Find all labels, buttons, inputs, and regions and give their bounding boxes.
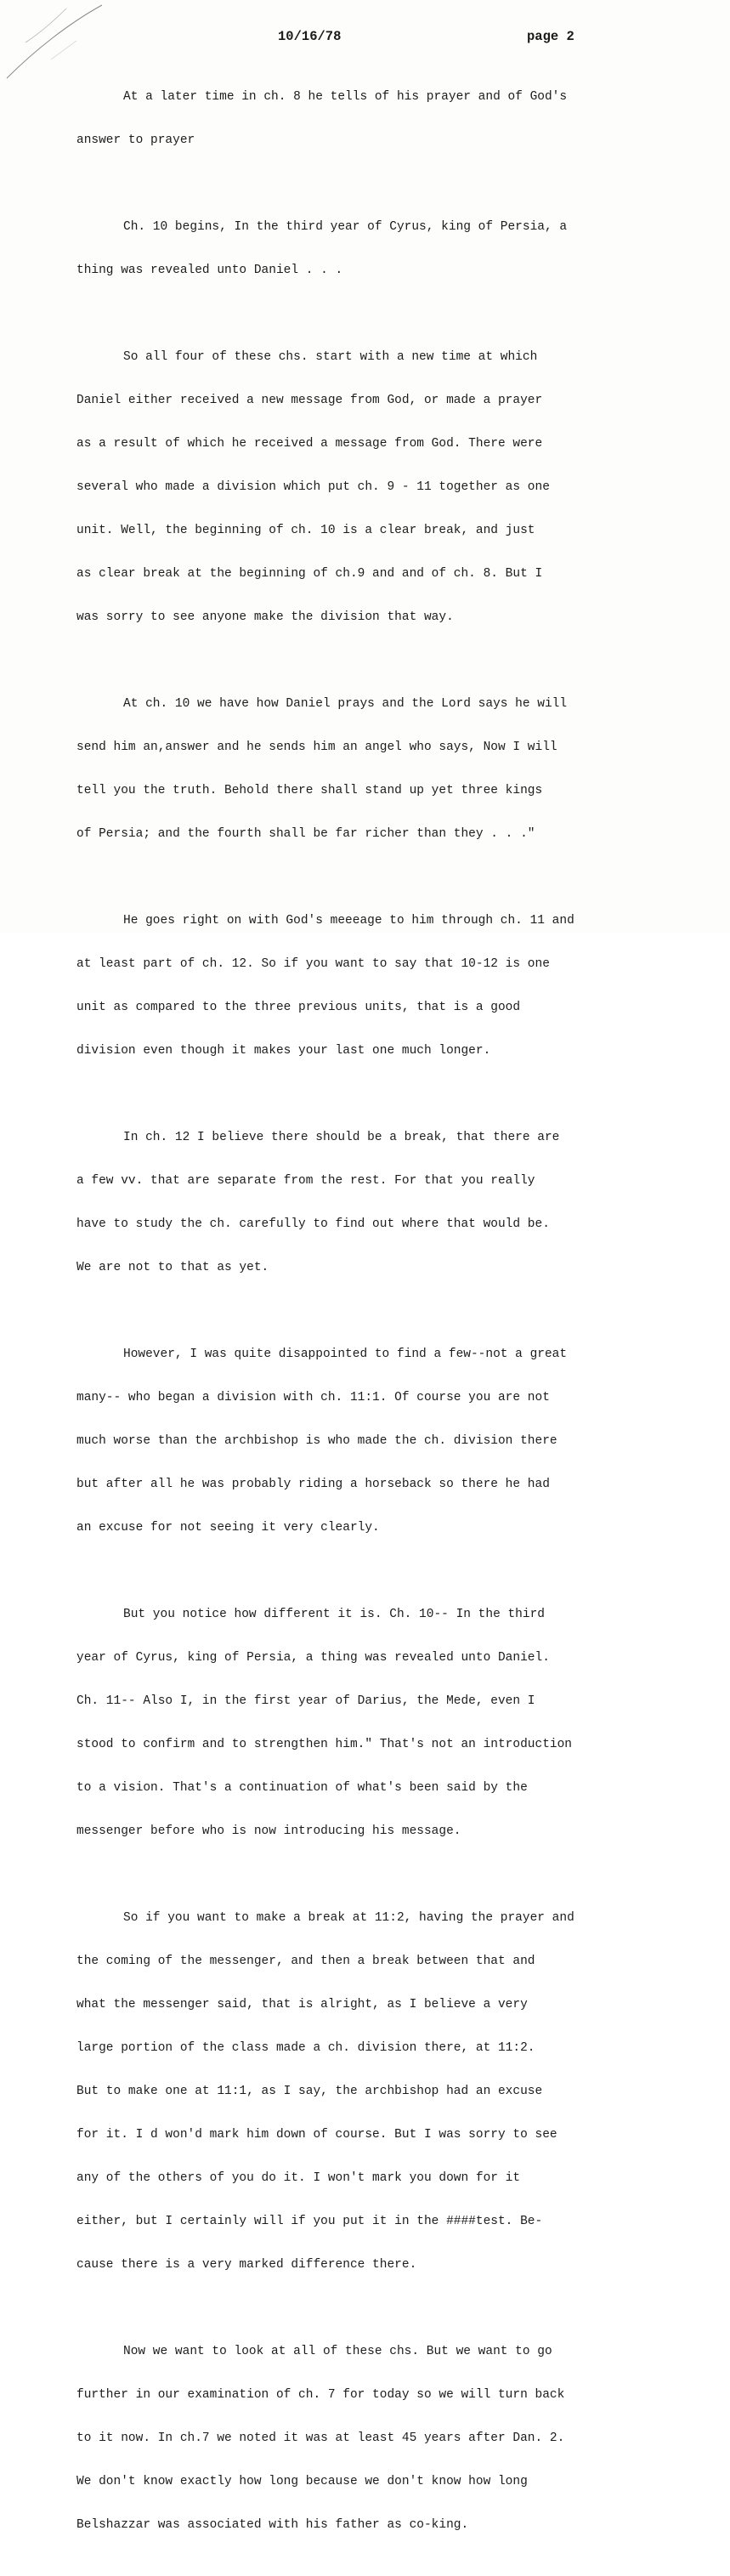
paragraph [76, 1882, 671, 2301]
text-line: further in our examination of ch. 7 for today so we will turn back [76, 2388, 565, 2402]
paragraph [76, 668, 671, 871]
text-line: of Persia; and the fourth shall be far richer than they . . ." [76, 827, 535, 841]
text-line: answer to prayer [76, 133, 195, 147]
text-line: We don't know exactly how long because we don't know how long [76, 2475, 528, 2488]
text-line: cause there is a very marked difference there. [76, 2258, 417, 2272]
text-line: messenger before who is now introducing his message. [76, 1824, 461, 1838]
text-line: to it now. In ch.7 we noted it was at least 45 years after Dan. 2. [76, 2431, 565, 2445]
text-line: large portion of the class made a ch. division there, at 11:2. [76, 2041, 535, 2055]
text-line: send him an,answer and he sends him an angel who says, Now I will [76, 740, 557, 754]
text-line: division even though it makes your last one much longer. [76, 1044, 491, 1058]
text-line: several who made a division which put ch. 9 - 11 together as one [76, 480, 550, 494]
text-line: what the messenger said, that is alright, as I believe a very [76, 1998, 528, 2011]
text-line: So all four of these chs. start with a new time at which [123, 350, 538, 364]
text-line: at least part of ch. 12. So if you want to say that 10-12 is one [76, 957, 550, 971]
text-line: We are not to that as yet. [76, 1261, 269, 1274]
text-line: the coming of the messenger, and then a break between that and [76, 1955, 535, 1968]
text-line: any of the others of you do it. I won't mark you down for it [76, 2171, 521, 2185]
text-line: unit. Well, the beginning of ch. 10 is a clear break, and just [76, 524, 535, 537]
text-line: Ch. 11-- Also I, in the first year of Darius, the Mede, even I [76, 1694, 535, 1708]
paragraph [76, 1319, 671, 1564]
text-line: At ch. 10 we have how Daniel prays and the Lord says he will [123, 697, 568, 711]
text-line: to a vision. That's a continuation of what's been said by the [76, 1781, 528, 1795]
text-line: an excuse for not seeing it very clearly. [76, 1521, 380, 1535]
text-line: tell you the truth. Behold there shall stand up yet three kings [76, 784, 543, 797]
text-line: as a result of which he received a message from God. There were [76, 437, 543, 451]
text-line: for it. I d won'd mark him down of course. But I was sorry to see [76, 2128, 557, 2142]
text-line: many-- who began a division with ch. 11:1. Of course you are not [76, 1391, 550, 1404]
text-line: But you notice how different it is. Ch. 10-- In the third [123, 1608, 545, 1621]
text-line: thing was revealed unto Daniel . . . [76, 264, 343, 277]
text-line: have to study the ch. carefully to find out where that would be. [76, 1217, 550, 1231]
text-line: Belshazzar was associated with his father as co-king. [76, 2518, 469, 2532]
text-line: Daniel either received a new message from God, or made a prayer [76, 394, 543, 407]
text-line: In ch. 12 I believe there should be a break, that there are [123, 1131, 560, 1144]
text-line: either, but I certainly will if you put it in the ####test. Be- [76, 2215, 543, 2228]
text-line: but after all he was probably riding a horseback so there he had [76, 1478, 550, 1491]
text-line: So if you want to make a break at 11:2, having the prayer and [123, 1911, 574, 1925]
text-line: a few vv. that are separate from the rest. For that you really [76, 1174, 535, 1188]
paragraph [76, 1579, 671, 1868]
text-line: Now we want to look at all of these chs. But we want to go [123, 2345, 552, 2358]
document-body [76, 61, 671, 2576]
page-header [0, 29, 730, 46]
header-page-number: page 2 [527, 29, 574, 44]
paragraph [76, 191, 671, 307]
paragraph [76, 61, 671, 177]
text-line: He goes right on with God's meeeage to him through ch. 11 and [123, 914, 574, 928]
text-line: was sorry to see anyone make the division that way. [76, 610, 454, 624]
header-date: 10/16/78 [278, 29, 342, 44]
text-line: unit as compared to the three previous units, that is a good [76, 1001, 521, 1014]
text-line: But to make one at 11:1, as I say, the archbishop had an excuse [76, 2085, 543, 2098]
text-line: Ch. 10 begins, In the third year of Cyrus, king of Persia, a [123, 220, 568, 234]
paragraph [76, 2316, 671, 2562]
text-line: However, I was quite disappointed to find a few--not a great [123, 1348, 568, 1361]
paragraph [76, 321, 671, 654]
text-line: year of Cyrus, king of Persia, a thing was revealed unto Daniel. [76, 1651, 550, 1665]
text-line: At a later time in ch. 8 he tells of his prayer and of God's [123, 90, 568, 104]
text-line: much worse than the archbishop is who made the ch. division there [76, 1434, 557, 1448]
text-line: stood to confirm and to strengthen him." That's not an introduction [76, 1738, 572, 1751]
paragraph [76, 885, 671, 1087]
paragraph [76, 1102, 671, 1304]
text-line: as clear break at the beginning of ch.9 and and of ch. 8. But I [76, 567, 543, 581]
